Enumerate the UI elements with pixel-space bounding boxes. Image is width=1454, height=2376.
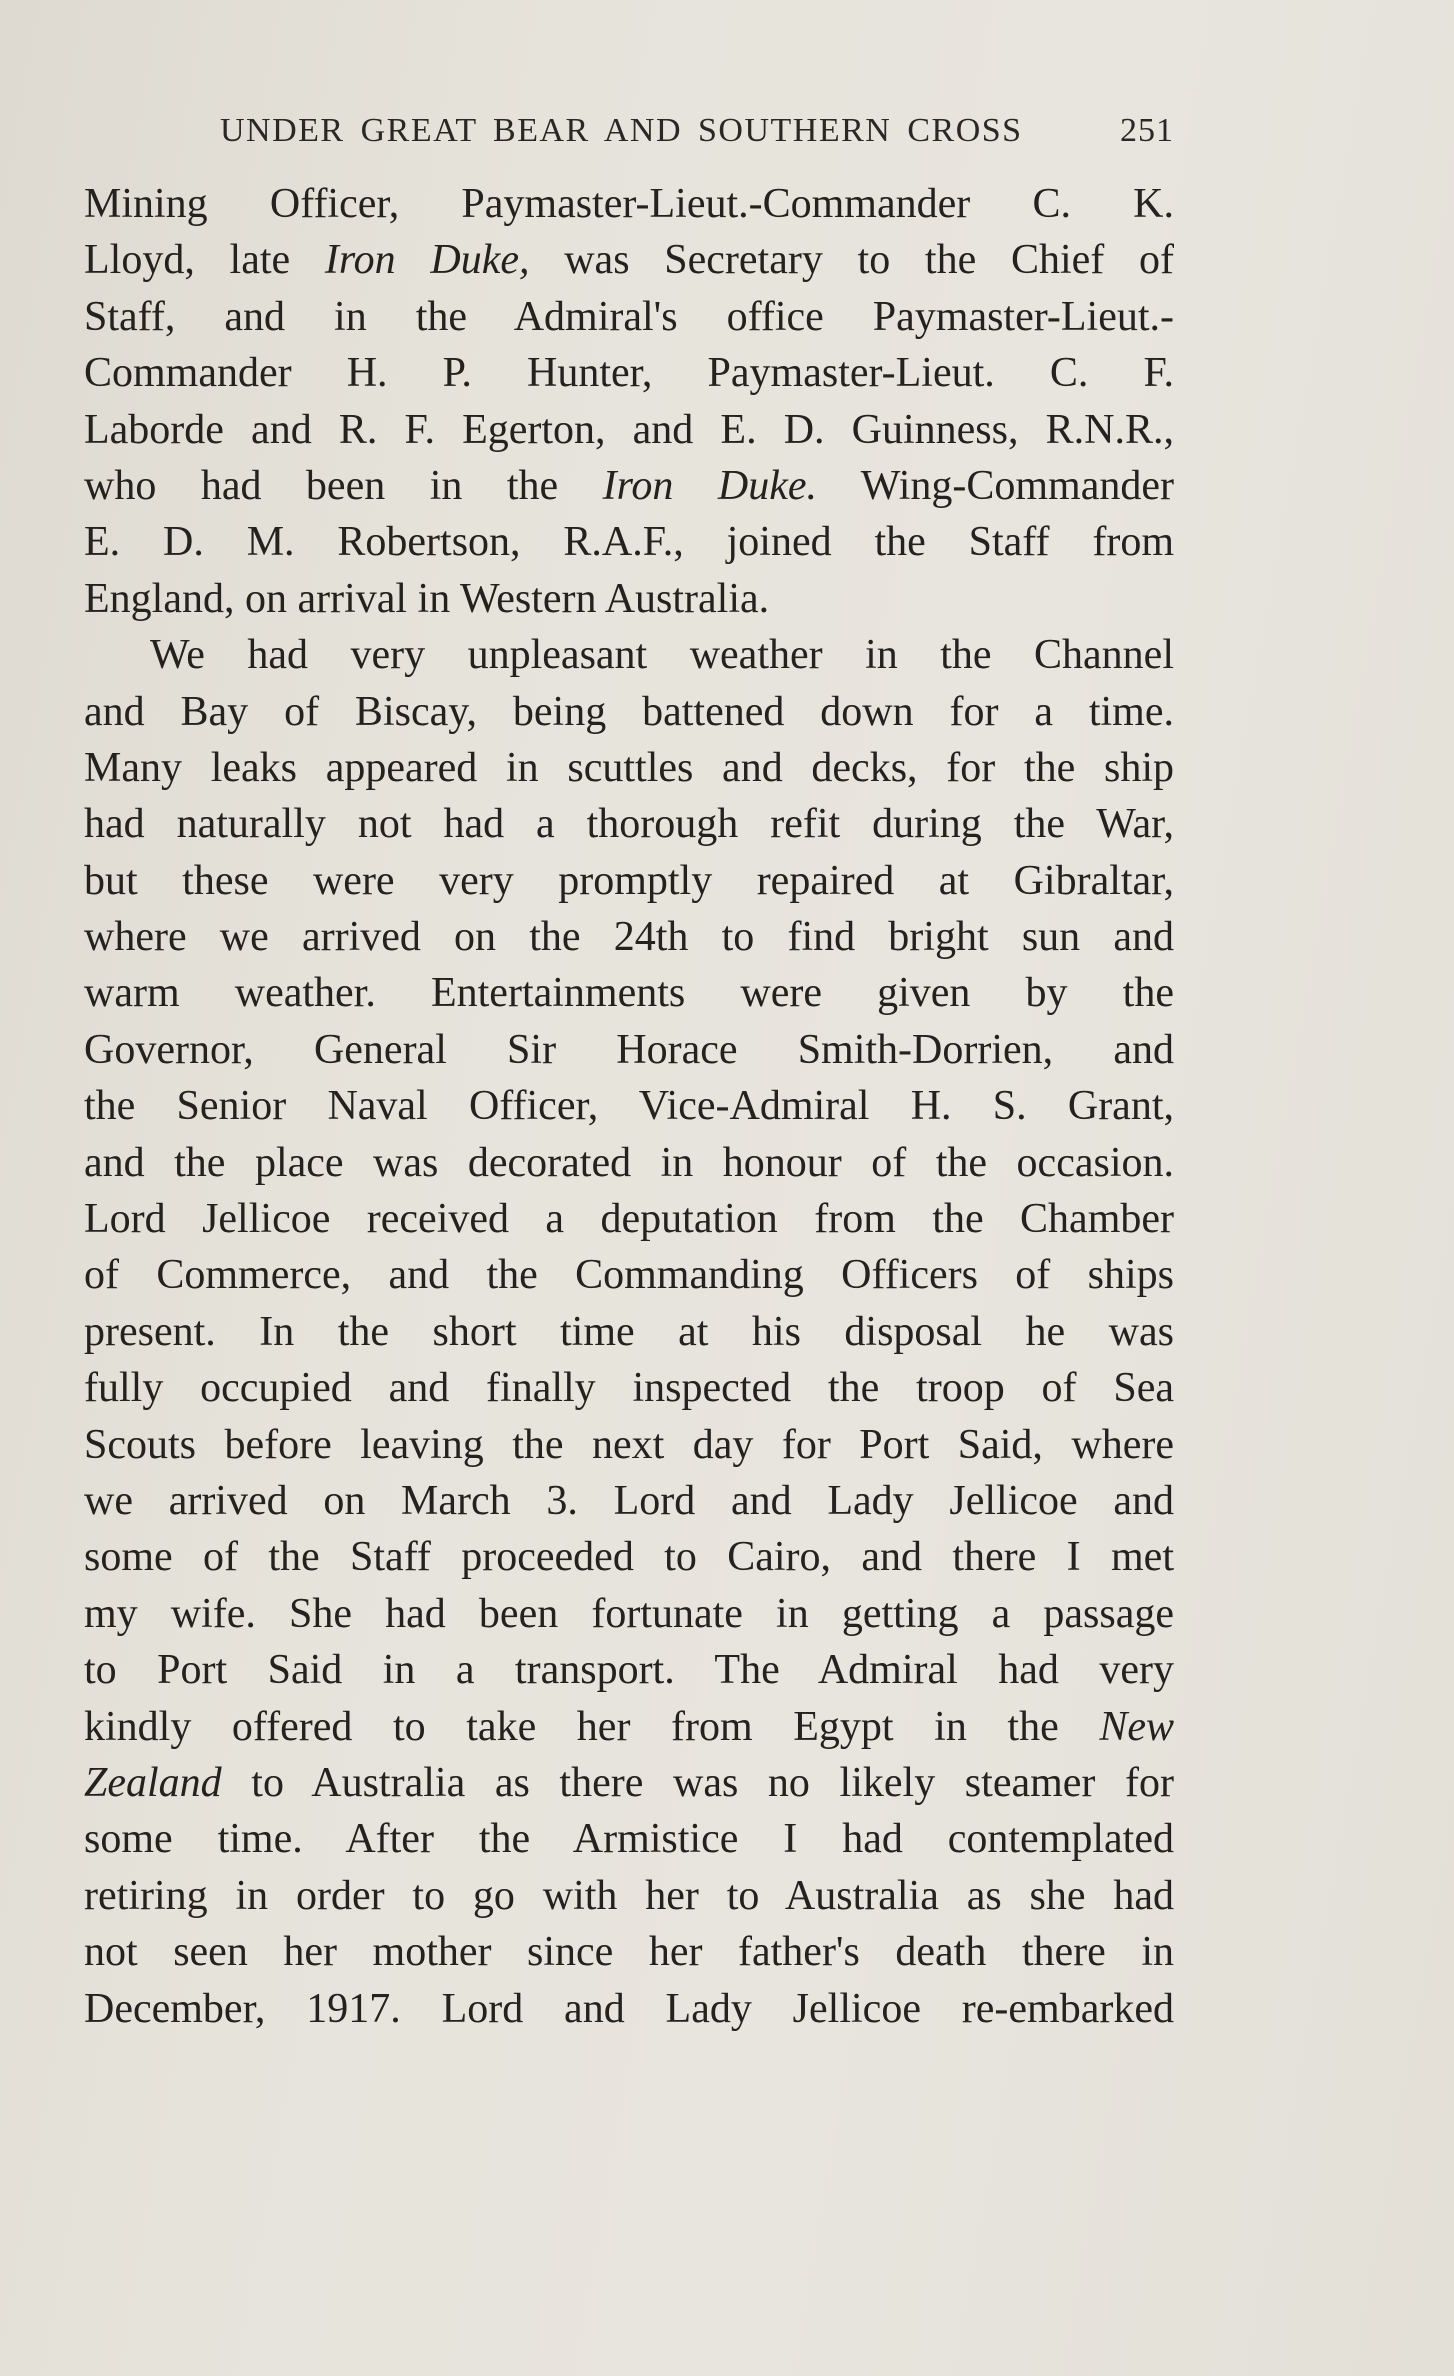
text-line: We had very unpleasant weather in the Channel bbox=[150, 632, 1174, 679]
text-line: the Senior Naval Officer, Vice-Admiral H. S. Grant, bbox=[84, 1083, 1174, 1130]
paragraph-1 bbox=[84, 176, 1174, 627]
text-line: some time. After the Armistice I had contemplated bbox=[84, 1816, 1174, 1863]
running-head: UNDER GREAT BEAR AND SOUTHERN CROSS bbox=[220, 112, 1023, 149]
text-line: where we arrived on the 24th to find bright sun and bbox=[84, 914, 1174, 961]
text-line: Laborde and R. F. Egerton, and E. D. Guinness, R.N.R., bbox=[84, 406, 1174, 453]
page-number: 251 bbox=[1120, 112, 1174, 149]
ship-name: Zealand bbox=[84, 1759, 222, 1806]
text-line: December, 1917. Lord and Lady Jellicoe re-embarked bbox=[84, 1985, 1174, 2032]
paragraph-2 bbox=[84, 627, 1174, 2037]
text-line: fully occupied and finally inspected the troop of Sea bbox=[84, 1365, 1174, 1412]
text-line: England, on arrival in Western Australia. bbox=[84, 575, 770, 622]
text-line: Many leaks appeared in scuttles and decks, for the ship bbox=[84, 744, 1174, 791]
text-line: but these were very promptly repaired at Gibraltar, bbox=[84, 857, 1174, 904]
text-line: we arrived on March 3. Lord and Lady Jellicoe and bbox=[84, 1477, 1174, 1524]
ship-name: New bbox=[1099, 1703, 1174, 1750]
text-line: had naturally not had a thorough refit during the War, bbox=[84, 801, 1174, 848]
text-line: not seen her mother since her father's death there in bbox=[84, 1929, 1174, 1976]
text-line: Commander H. P. Hunter, Paymaster-Lieut. C. F. bbox=[84, 350, 1174, 397]
ship-name: Iron Duke, bbox=[324, 237, 530, 284]
text-line: to Port Said in a transport. The Admiral had very bbox=[84, 1647, 1174, 1694]
text-line: retiring in order to go with her to Australia as she had bbox=[84, 1872, 1174, 1919]
text-line: and the place was decorated in honour of the occasion. bbox=[84, 1139, 1174, 1186]
text-line: of Commerce, and the Commanding Officers of ships bbox=[84, 1252, 1174, 1299]
text-line: Governor, General Sir Horace Smith-Dorrien, and bbox=[84, 1026, 1174, 1073]
text-line: Lloyd, late Iron Duke, was Secretary to the Chief of bbox=[84, 237, 1174, 284]
text-line: warm weather. Entertainments were given by the bbox=[84, 970, 1174, 1017]
text-line: Staff, and in the Admiral's office Paymaster-Lieut.- bbox=[84, 293, 1174, 340]
text-line: Zealand to Australia as there was no likely steamer for bbox=[84, 1759, 1174, 1806]
page-header bbox=[84, 112, 1174, 162]
text-line: and Bay of Biscay, being battened down for a time. bbox=[84, 688, 1174, 735]
text-line: E. D. M. Robertson, R.A.F., joined the Staff from bbox=[84, 519, 1174, 566]
text-line: Lord Jellicoe received a deputation from the Chamber bbox=[84, 1196, 1174, 1243]
text-line: some of the Staff proceeded to Cairo, and there I met bbox=[84, 1534, 1174, 1581]
ship-name: Iron Duke. bbox=[602, 462, 818, 509]
body-text bbox=[84, 176, 1174, 2037]
text-line: kindly offered to take her from Egypt in the New bbox=[84, 1703, 1174, 1750]
text-line: who had been in the Iron Duke. Wing-Commander bbox=[84, 462, 1174, 509]
text-line: Scouts before leaving the next day for Port Said, where bbox=[84, 1421, 1174, 1468]
text-line: my wife. She had been fortunate in getting a passage bbox=[84, 1590, 1174, 1637]
text-line: present. In the short time at his disposal he was bbox=[84, 1308, 1174, 1355]
text-line: Mining Officer, Paymaster-Lieut.-Commander C. K. bbox=[84, 181, 1174, 227]
